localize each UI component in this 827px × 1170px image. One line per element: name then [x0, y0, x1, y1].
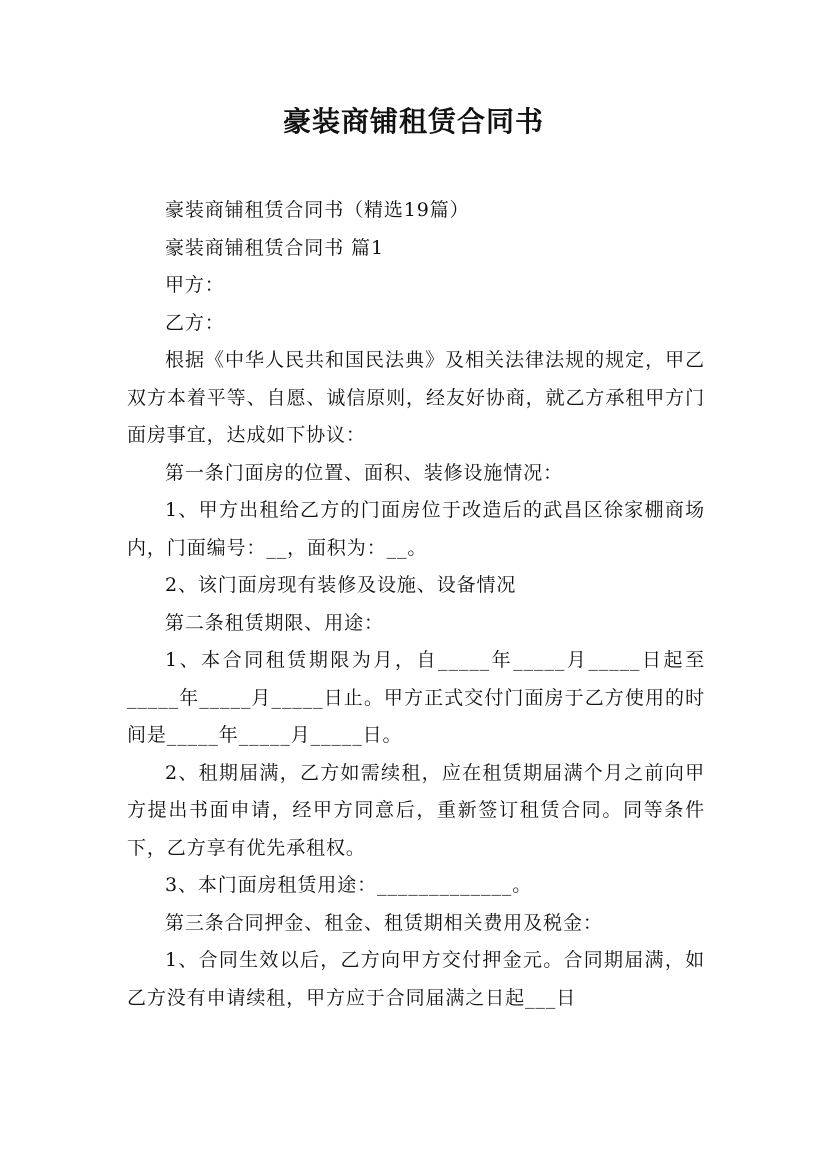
document-body: [127, 192, 705, 1017]
paragraph-article-3-item-1: 1、合同生效以后，乙方向甲方交付押金元。合同期届满，如乙方没有申请续租，甲方应于合同届满之日起___日: [127, 949, 705, 1009]
paragraph-article-2-item-2: 2、租期届满，乙方如需续租，应在租赁期届满个月之前向甲方提出书面申请，经甲方同意后，重新签订租赁合同。同等条件下，乙方享有优先承租权。: [127, 761, 705, 859]
paragraph-article-2-item-1: 1、本合同租赁期限为月，自_____年_____月_____日起至_____年_____月_____日止。甲方正式交付门面房于乙方使用的时间是_____年_____月_____日。: [127, 649, 705, 746]
paragraph-article-1-item-2: 2、该门面房现有装修及设施、设备情况: [165, 574, 517, 596]
paragraph-party-a: 甲方：: [165, 274, 225, 296]
paragraph-article-1-item-1: 1、甲方出租给乙方的门面房位于改造后的武昌区徐家棚商场内，门面编号：__，面积为：__。: [127, 499, 705, 559]
paragraph-preamble: 根据《中华人民共和国民法典》及相关法律法规的规定，甲乙双方本着平等、自愿、诚信原则，经友好协商，就乙方承租甲方门面房事宜，达成如下协议：: [127, 349, 705, 446]
paragraph-section-heading: 豪装商铺租赁合同书 篇1: [165, 236, 384, 259]
paragraph-article-1: 第一条门面房的位置、面积、装修设施情况：: [165, 461, 564, 484]
paragraph-article-2-item-3: 3、本门面房租赁用途：_____________。: [165, 874, 533, 896]
paragraph-article-2: 第二条租赁期限、用途：: [165, 611, 384, 634]
paragraph-party-b: 乙方：: [165, 311, 225, 334]
paragraph-article-3: 第三条合同押金、租金、租赁期相关费用及税金：: [165, 911, 603, 934]
paragraph-subtitle: 豪装商铺租赁合同书（精选19篇）: [165, 199, 470, 221]
document-title: 豪装商铺租赁合同书: [282, 105, 544, 138]
